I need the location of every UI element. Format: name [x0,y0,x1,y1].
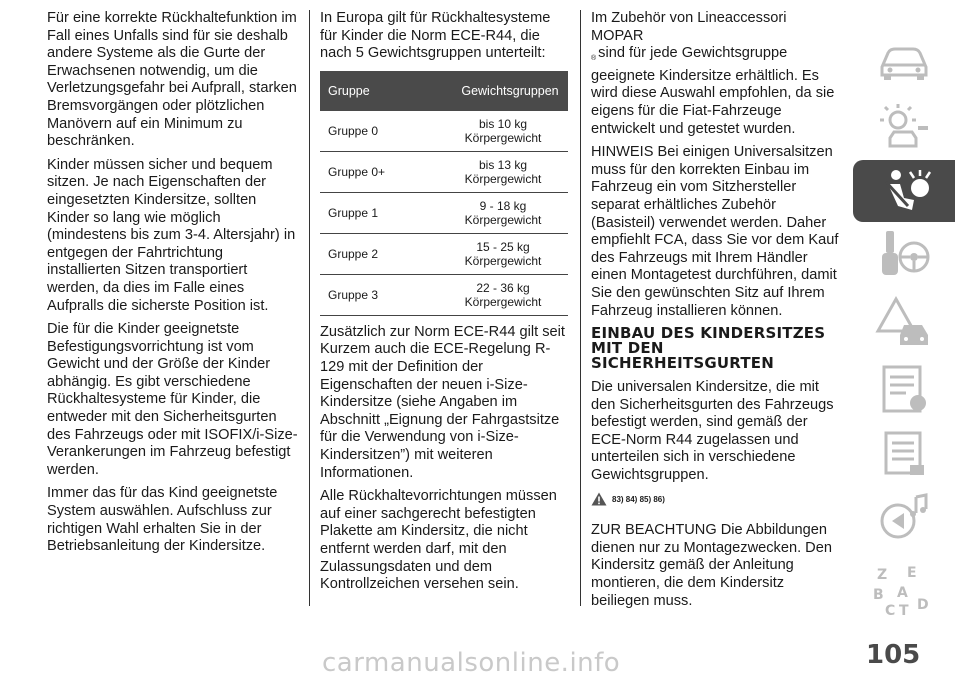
car-icon [874,39,934,83]
warning-triangle-car-icon [874,295,934,351]
dashboard-lights-icon [874,102,934,152]
weight-groups-table [320,71,568,316]
table-row [320,233,568,274]
svg-text:C: C [885,603,896,619]
key-icon [874,227,934,283]
sidebar-tab-index[interactable] [853,560,955,622]
data-list-icon [874,427,934,479]
paragraph: Immer das für das Kind geeignetste System auswählen. Aufschluss zur richtigen Wahl erhalten Sie in der Betriebsanleitung der Kindersitze. [47,485,278,555]
svg-text:E: E [907,565,917,581]
warning-reference [591,491,839,509]
sidebar-tab-safety[interactable] [853,160,955,222]
weight-unit: Körpergewicht [464,212,542,227]
registered-mark: ® [591,55,597,63]
paragraph: Die universalen Kindersitze, die mit den Sicherheitsgurten des Fahrzeugs befestigt werden, sind gemäß der ECE-Norm R44 zugelassen und unterteilen sich in verschiedene Gewichtsgruppen. [591,379,834,484]
paragraph: Zusätzlich zur Norm ECE-R44 gilt seit Kurzem auch die ECE-Regelung R-129 mit der Definition der Eigenschaften der neuen i-Size-Kindersitze (siehe Angaben im Abschnitt „Eignung der Fahrgastsitze für die Verwendung von i-Size-Kindersitzen”) mit weiteren Informationen. [320,323,565,481]
svg-text:B: B [873,587,884,603]
weight-unit: Körpergewicht [464,171,542,186]
group-cell: Gruppe 2 [320,233,438,274]
group-cell: Gruppe 3 [320,274,438,315]
weight-value: 9 - 18 kg [479,198,527,213]
section-heading: EINBAU DES KINDERSITZES MIT DEN SICHERHEITSGURTEN [591,324,826,373]
paragraph-part: sind für jede Gewichtsgruppe geeignete Kindersitze erhältlich. Es wird diese Auswahl empfohlen, da sie eigens für die Fiat-Fahrzeuge entwickelt und getestet wurden. [591,45,835,137]
airbag-seat-icon [874,166,934,216]
svg-text:Z: Z [877,567,888,583]
group-cell: Gruppe 0 [320,111,438,152]
index-letters-icon [869,563,939,619]
table-row [320,192,568,233]
column-divider [580,10,581,606]
page-number: 105 [866,640,921,670]
weight-value: 22 - 36 kg [476,280,530,295]
weight-cell [438,233,568,274]
paragraph-part: Im Zubehör von Lineaccessori MOPAR [591,10,787,44]
svg-text:A: A [897,585,908,601]
table-header-weight: Gewichtsgruppen [438,71,568,111]
weight-value: bis 13 kg [478,157,528,172]
multimedia-icon [874,491,934,547]
warning-refs-text: 83) 84) 85) 86) [612,494,665,504]
svg-text:T: T [899,603,909,619]
group-cell: Gruppe 1 [320,192,438,233]
table-row [320,151,568,192]
sidebar-tab-start[interactable] [853,224,955,286]
weight-value: 15 - 25 kg [476,239,530,254]
weight-unit: Körpergewicht [464,130,542,145]
table-header-row [320,71,568,111]
weight-unit: Körpergewicht [464,253,542,268]
sidebar-tab-car[interactable] [853,30,955,92]
sidebar-tab-dashboard[interactable] [853,96,955,158]
sidebar-tab-data[interactable] [853,422,955,484]
paragraph [591,10,839,138]
paragraph: Die für die Kinder geeignetste Befestigungsvorrichtung ist vom Gewicht und der Größe der Kinder abhängig. Es gibt verschiedene Rückhaltesysteme für Kinder, die entweder mit den Sicherheitsgurten des Fahrzeugs oder mit ISOFIX/i-Size-Verankerungen im Fahrzeug befestigt werden. [47,321,298,478]
column-1 [47,10,299,562]
sidebar-tab-emergency[interactable] [853,292,955,354]
column-2 [320,10,568,600]
weight-value: bis 10 kg [478,116,528,131]
table-row [320,274,568,315]
watermark-text: carmanualsonline.info [322,648,621,678]
table-header-group: Gruppe [320,71,438,111]
sidebar-tab-multimedia[interactable] [853,488,955,550]
sidebar-tab-maintenance[interactable] [853,358,955,420]
weight-unit: Körpergewicht [464,294,542,309]
column-3 [591,10,839,616]
weight-cell [438,151,568,192]
maintenance-list-icon [874,363,934,415]
group-cell: Gruppe 0+ [320,151,438,192]
weight-cell [438,111,568,152]
paragraph: Alle Rückhaltevorrichtungen müssen auf einer sachgerecht befestigten Plakette am Kindersitz, die nicht entfernt werden darf, mit den Zulassungsdaten und dem Kontrollzeichen versehen sein. [320,488,557,593]
warning-triangle-icon [591,492,607,506]
weight-cell [438,274,568,315]
weight-cell [438,192,568,233]
table-row [320,111,568,152]
paragraph: Für eine korrekte Rückhaltefunktion im Fall eines Unfalls sind für sie deshalb andere Systeme als die Gurte der Erwachsenen notwendig, um die Verletzungsgefahr bei Aufprall, starken Bremsvorgängen oder plötzlichen Manövern auf ein Minimum zu beschränken. [47,10,297,150]
svg-text:D: D [917,597,929,613]
column-divider [309,10,310,606]
paragraph: Kinder müssen sicher und bequem sitzen. Je nach Eigenschaften der eingesetzten Kindersitze, sollten Kinder so lang wie möglich (mindestens bis zum 3-4. Altersjahr) in entgegen der Fahrtrichtung installierten Sitzen transportiert werden, da dies im Falle eines Aufpralls die sicherste Position ist. [47,156,296,314]
paragraph: In Europa gilt für Rückhaltesysteme für Kinder die Norm ECE-R44, die nach 5 Gewichtsgruppen unterteilt: [320,10,551,62]
paragraph: HINWEIS Bei einigen Universalsitzen muss für den korrekten Einbau im Fahrzeug ein vom Sitzhersteller separat erhältliches Zubehör (Basisteil) verwendet werden. Daher empfiehlt FCA, dass Sie vor dem Kauf des Fahrzeugs mit Ihrem Händler einen Montagetest durchführen, damit Sie den gewünschten Sitz auf Ihrem Fahrzeug installieren können. [591,144,839,319]
paragraph: ZUR BEACHTUNG Die Abbildungen dienen nur zu Montagezwecken. Den Kindersitz gemäß der Anleitung montieren, die dem Kindersitz beiliegen muss. [591,522,832,609]
